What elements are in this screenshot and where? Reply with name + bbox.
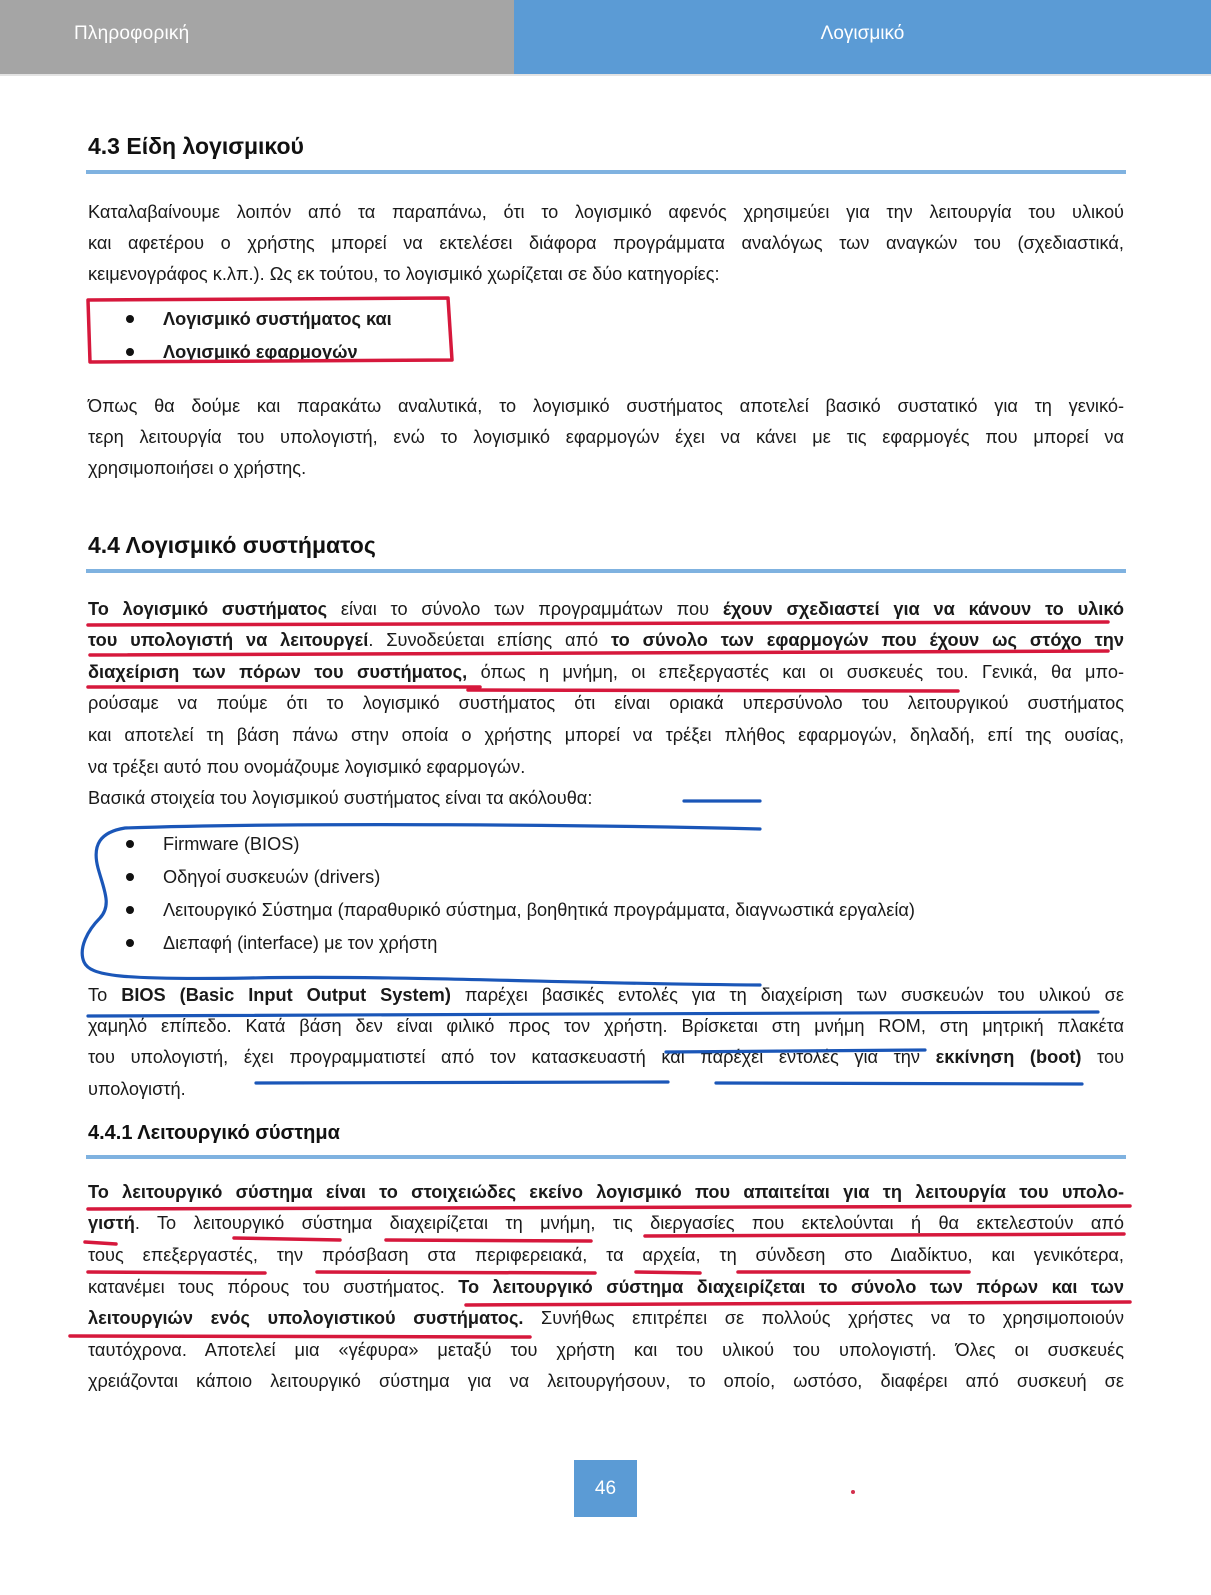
bullet-icon xyxy=(126,315,134,323)
heading-rule xyxy=(86,569,1126,573)
bullet-icon xyxy=(126,348,134,356)
header-topic-title: Λογισμικό xyxy=(820,23,905,44)
red-underline xyxy=(636,1272,700,1273)
paragraph-line: ταυτόχρονα. Αποτελεί μια «γέφυρα» μεταξύ του χρήστη και του υλικού του υπολογιστή. Όλες οι συσκευές xyxy=(88,1340,1124,1360)
red-underline xyxy=(386,1240,591,1241)
page-number: 46 xyxy=(594,1477,617,1499)
header-chapter-title: Πληροφορική xyxy=(74,23,190,44)
heading-rule xyxy=(86,1155,1126,1159)
list-item-text: Λογισμικό συστήματος και xyxy=(163,309,392,329)
paragraph-line: τερη λειτουργία του υπολογιστή, ενώ το λογισμικό εφαρμογών έχει να κάνει με τις εφαρμογές που μπορεί να xyxy=(88,427,1124,447)
stray-ink-dot xyxy=(851,1490,855,1494)
bullet-icon xyxy=(126,939,134,947)
list-item-text: Οδηγοί συσκευών (drivers) xyxy=(163,867,381,887)
paragraph-line: τους επεξεργαστές, την πρόσβαση στα περιφερειακά, τα αρχεία, τη σύνδεση στο Διαδίκτυο, και γενικότερα, xyxy=(88,1245,1124,1265)
paragraph-line: διαχείριση των πόρων του συστήματος, όπως η μνήμη, οι επεξεργαστές και οι συσκευές του. Γενικά, θα μπο- xyxy=(88,662,1124,682)
section-heading-4-3: 4.3 Είδη λογισμικού xyxy=(88,133,304,159)
paragraph-line: Το λογισμικό συστήματος είναι το σύνολο των προγραμμάτων που έχουν σχεδιαστεί για να κάνουν το υλικό xyxy=(88,599,1124,619)
red-underline xyxy=(466,1302,1130,1305)
paragraph-line: του υπολογιστή να λειτουργεί. Συνοδεύεται επίσης από το σύνολο των εφαρμογών που έχουν ως στόχο την xyxy=(88,630,1124,650)
list-item-text: Λειτουργικό Σύστημα (παραθυρικό σύστημα, βοηθητικά προγράμματα, διαγνωστικά εργαλεία) xyxy=(163,900,915,920)
bullet-icon xyxy=(126,906,134,914)
list-item-text: Λογισμικό εφαρμογών xyxy=(163,342,358,362)
paragraph-line: χρειάζονται κάποιο λειτουργικό σύστημα για να λειτουργήσουν, το οποίο, ωστόσο, διαφέρει από συσκευή σε xyxy=(88,1371,1124,1391)
paragraph-line: Βασικά στοιχεία του λογισμικού συστήματος είναι τα ακόλουθα: xyxy=(88,788,593,808)
paragraph-line: γιστή. Το λειτουργικό σύστημα διαχειρίζεται τη μνήμη, τις διεργασίες που εκτελούνται ή θα εκτελεστούν από xyxy=(88,1213,1124,1233)
list-item-text: Διεπαφή (interface) με τον χρήστη xyxy=(163,933,438,953)
bullet-icon xyxy=(126,840,134,848)
paragraph-line: υπολογιστή. xyxy=(88,1079,186,1099)
red-underline xyxy=(234,1238,340,1240)
red-underline xyxy=(88,622,1108,625)
heading-rule xyxy=(86,170,1126,174)
header-chapter-band xyxy=(0,0,514,74)
list-item-text: Firmware (BIOS) xyxy=(163,834,300,854)
paragraph-line: κειμενογράφος κ.λπ.). Ως εκ τούτου, το λογισμικό χωρίζεται σε δύο κατηγορίες: xyxy=(88,264,720,284)
red-underline xyxy=(317,1272,595,1273)
red-underline xyxy=(88,1206,1130,1209)
page-number-box xyxy=(574,1460,637,1517)
paragraph-line: και αφετέρου ο χρήστης μπορεί να εκτελέσει διάφορα προγράμματα αναλόγως των αναγκών του (σχεδιαστικά, xyxy=(88,233,1124,253)
paragraph-line: Το λειτουργικό σύστημα είναι το στοιχειώδες εκείνο λογισμικό που απαιτείται για τη λειτουργία του υπολο- xyxy=(88,1182,1124,1202)
paragraph-line: και αποτελεί τη βάση πάνω στην οποία ο χρήστης μπορεί να τρέξει πλήθος εφαρμογών, δηλαδή, επί της ουσίας, xyxy=(88,725,1124,745)
paragraph-line: Το BIOS (Basic Input Output System) παρέχει βασικές εντολές για τη διαχείριση των συσκευών του υλικού σε xyxy=(88,985,1125,1005)
paragraph-line: κατανέμει τους πόρους του συστήματος. Το λειτουργικό σύστημα διαχειρίζεται το σύνολο των πόρων και των xyxy=(88,1277,1124,1297)
paragraph-line: ρούσαμε να πούμε ότι το λογισμικό συστήματος ότι είναι οριακά υπερσύνολο του λειτουργικού συστήματος xyxy=(88,693,1124,713)
paragraph-line: Καταλαβαίνουμε λοιπόν από τα παραπάνω, ότι το λογισμικό αφενός χρησιμεύει για την λειτουργία του υλικού xyxy=(88,202,1124,222)
paragraph-line: λειτουργιών ενός υπολογιστικού συστήματος. Συνήθως επιτρέπει σε πολλούς χρήστες να το χρησιμοποιούν xyxy=(88,1308,1125,1328)
section-heading-4-4: 4.4 Λογισμικό συστήματος xyxy=(88,532,376,558)
paragraph-line: του υπολογιστή, έχει προγραμματιστεί από τον κατασκευαστή και παρέχει εντολές για την εκκίνηση (boot) του xyxy=(88,1047,1125,1067)
subsection-heading-4-4-1: 4.4.1 Λειτουργικό σύστημα xyxy=(88,1122,340,1144)
header-topic-band xyxy=(514,0,1211,74)
paragraph-line: Όπως θα δούμε και παρακάτω αναλυτικά, το λογισμικό συστήματος αποτελεί βασικό συστατικό για τη γενικό- xyxy=(88,396,1124,416)
bullet-icon xyxy=(126,873,134,881)
paragraph-line: χρησιμοποιήσει ο χρήστης. xyxy=(88,458,307,478)
paragraph-line: να τρέξει αυτό που ονομάζουμε λογισμικό εφαρμογών. xyxy=(88,757,526,777)
red-underline xyxy=(88,1272,265,1273)
red-underline xyxy=(70,1336,530,1337)
paragraph-line: χαμηλό επίπεδο. Κατά βάση δεν είναι φιλικό προς τον χρήστη. Βρίσκεται στη μνήμη ROM, στη μητρική πλακέτα xyxy=(88,1016,1124,1036)
header-divider xyxy=(0,74,1211,76)
